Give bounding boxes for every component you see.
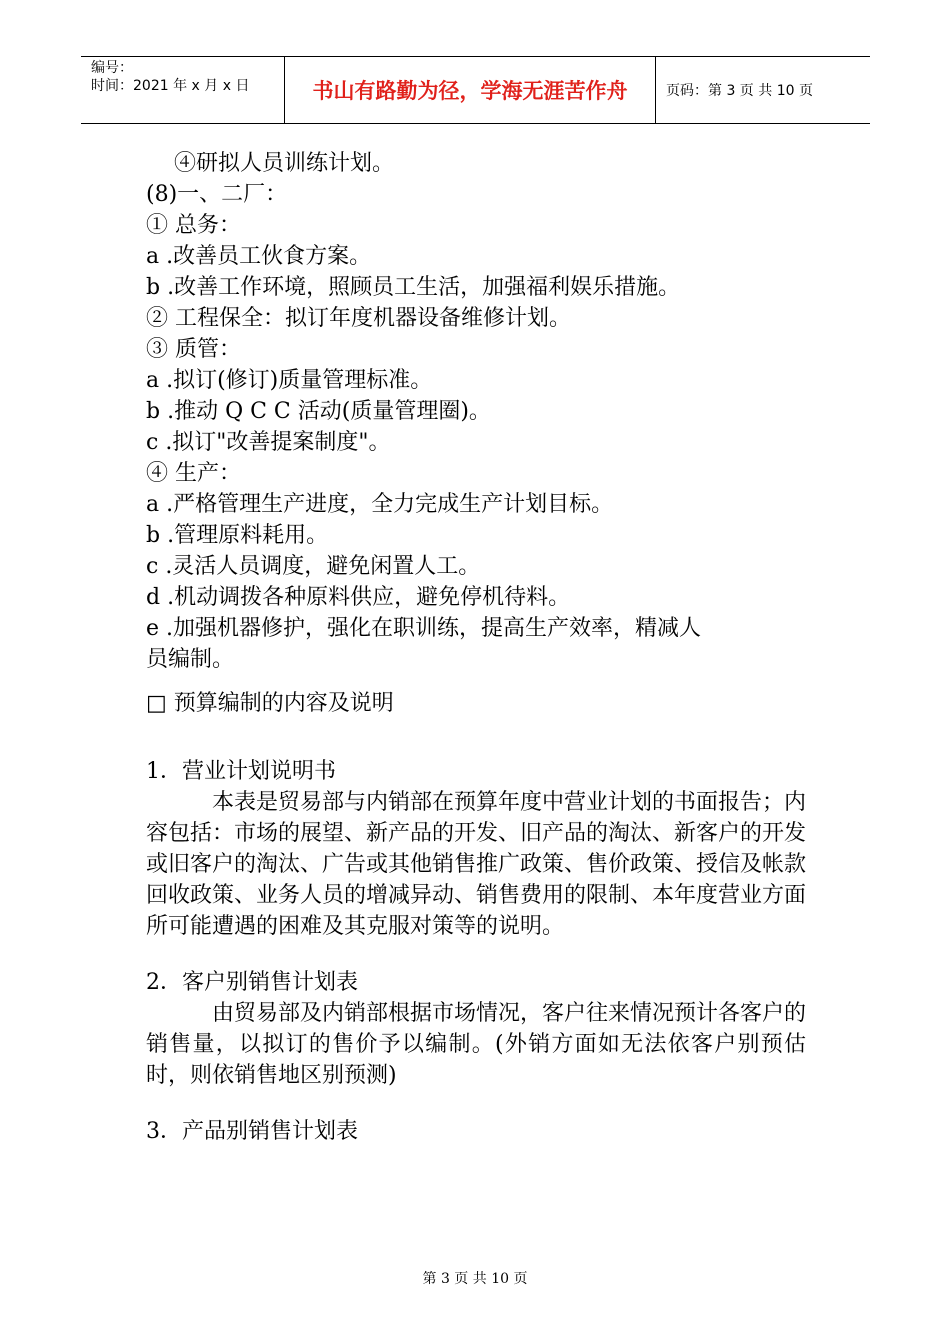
text-line: b .改善工作环境，照顾员工生活，加强福利娱乐措施。	[146, 275, 681, 300]
document-header	[81, 56, 870, 124]
text-line: ② 工程保全：拟订年度机器设备维修计划。	[146, 306, 571, 331]
text-line: c .灵活人员调度，避免闲置人工。	[146, 554, 481, 579]
text-line: c .拟订"改善提案制度"。	[146, 430, 391, 455]
section-heading: 2．客户别销售计划表	[146, 970, 358, 995]
text-line: ③ 质管：	[146, 337, 241, 362]
section-paragraph: 由贸易部及内销部根据市场情况，客户往来情况预计各客户的销售量，以拟订的售价予以编制。(外销方面如无法依客户别预估时，则依销售地区别预测)	[146, 1001, 807, 1088]
text-line: e .加强机器修护，强化在职训练，提高生产效率，精减人	[146, 616, 702, 641]
text-line: b .推动 Q C C 活动(质量管理圈)。	[146, 399, 491, 424]
text-line: b .管理原料耗用。	[146, 523, 329, 548]
text-line: ④ 生产：	[146, 461, 241, 486]
time-label: 时间：2021 年 x 月 x 日	[91, 78, 250, 94]
header-meta	[81, 57, 284, 123]
number-label: 编号：	[91, 60, 133, 76]
document-body	[146, 148, 806, 1147]
section-heading: 3．产品别销售计划表	[146, 1119, 358, 1144]
text-line: (8)一、二厂：	[146, 182, 288, 207]
text-line: a .改善员工伙食方案。	[146, 244, 372, 269]
text-line: d .机动调拨各种原料供应，避免停机待料。	[146, 585, 571, 610]
text-line: ④研拟人员训练计划。	[174, 151, 395, 176]
page-footer: 第 3 页 共 10 页	[422, 1271, 528, 1287]
header-motto: 书山有路勤为径，学海无涯苦作舟	[284, 57, 656, 123]
text-line: ① 总务：	[146, 213, 241, 238]
header-page-info: 页码：第 3 页 共 10 页	[666, 83, 813, 99]
section-heading: 1．营业计划说明书	[146, 759, 336, 784]
section-title: □ 预算编制的内容及说明	[146, 691, 394, 716]
text-line: a .严格管理生产进度，全力完成生产计划目标。	[146, 492, 614, 517]
text-line: a .拟订(修订)质量管理标准。	[146, 368, 433, 393]
section-paragraph: 本表是贸易部与内销部在预算年度中营业计划的书面报告；内容包括：市场的展望、新产品的开发、旧产品的淘汰、新客户的开发或旧客户的淘汰、广告或其他销售推广政策、售价政策、授信及帐款回收政策、业务人员的增减异动、销售费用的限制、本年度营业方面所可能遭遇的困难及其克服对策等的说明。	[146, 790, 807, 939]
text-line: 员编制。	[146, 647, 235, 672]
